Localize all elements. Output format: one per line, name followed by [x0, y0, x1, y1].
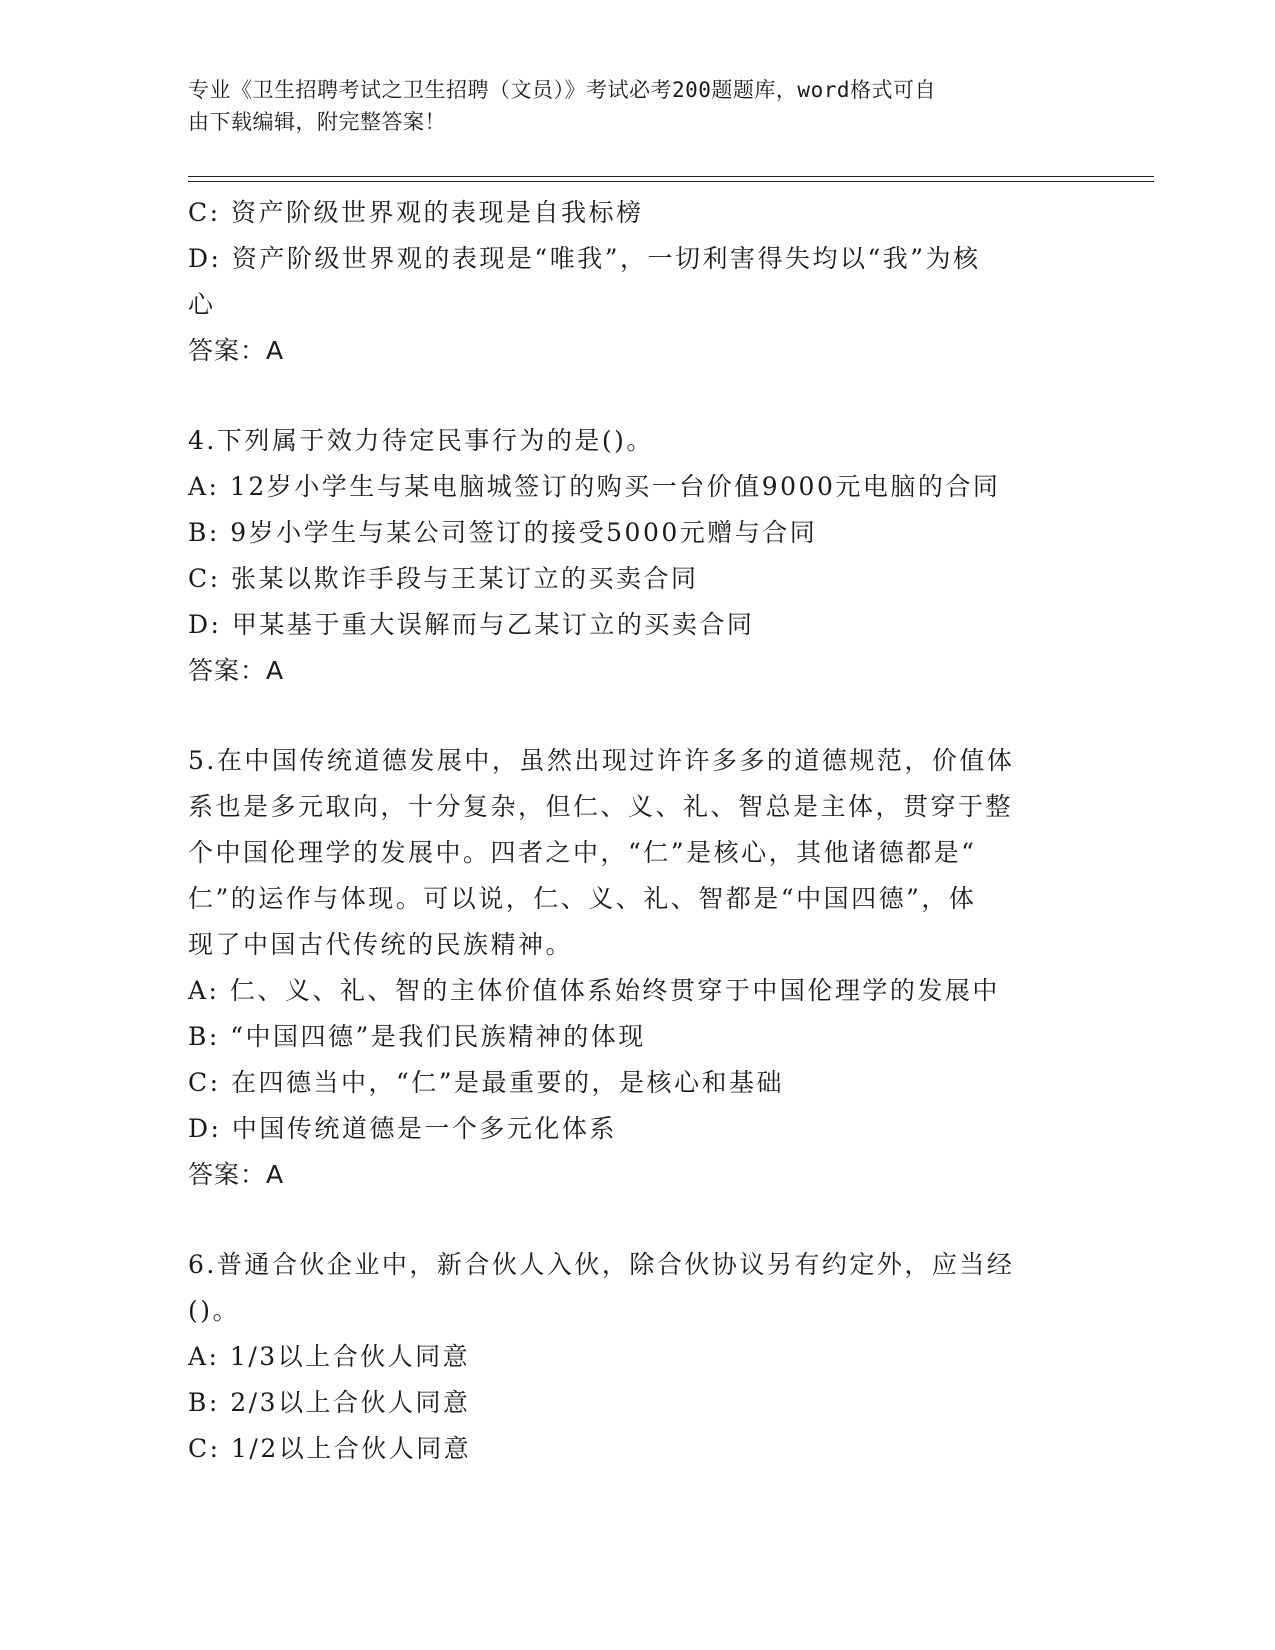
- spacer: [188, 1198, 1088, 1242]
- question-text-line-4: 仁”的运作与体现。可以说，仁、义、礼、智都是“中国四德”，体: [188, 884, 977, 913]
- option-a: A: 仁、义、礼、智的主体价值体系始终贯穿于中国伦理学的发展中: [188, 976, 1000, 1005]
- option-d: D: 甲某基于重大误解而与乙某订立的买卖合同: [188, 610, 755, 639]
- header-line-2: 由下载编辑，附完整答案！: [188, 110, 446, 134]
- question-text-line-3: 个中国伦理学的发展中。四者之中，“仁”是核心，其他诸德都是“: [188, 838, 977, 867]
- question-text-line-5: 现了中国古代传统的民族精神。: [188, 930, 574, 959]
- header-divider-top: [188, 176, 1154, 177]
- spacer: [188, 374, 1088, 418]
- question-text-line-1: 6.普通合伙企业中，新合伙人入伙，除合伙协议另有约定外，应当经: [188, 1250, 1015, 1279]
- option-c: C: 资产阶级世界观的表现是自我标榜: [188, 198, 644, 227]
- question-text-line-2: 系也是多元取向，十分复杂，但仁、义、礼、智总是主体，贯穿于整: [188, 792, 1014, 821]
- option-b: B: “中国四德”是我们民族精神的体现: [188, 1022, 646, 1051]
- option-d-continued: 心: [188, 290, 216, 319]
- option-d: D: 中国传统道德是一个多元化体系: [188, 1114, 617, 1143]
- spacer: [188, 694, 1088, 738]
- document-header: [188, 74, 1088, 138]
- question-text-line-1: 5.在中国传统道德发展中，虽然出现过许许多多的道德规范，价值体: [188, 746, 1015, 775]
- option-b: B: 2/3以上合伙人同意: [188, 1388, 471, 1417]
- answer: 答案：A: [188, 656, 285, 685]
- option-c: C: 1/2以上合伙人同意: [188, 1434, 472, 1463]
- option-b: B: 9岁小学生与某公司签订的接受5000元赠与合同: [188, 518, 818, 547]
- option-c: C: 在四德当中，“仁”是最重要的，是核心和基础: [188, 1068, 785, 1097]
- question-6: [188, 1242, 1088, 1472]
- answer: 答案：A: [188, 1160, 285, 1189]
- document-body: [188, 190, 1088, 1472]
- header-line-1: 专业《卫生招聘考试之卫生招聘（文员）》考试必考200题题库，word格式可自: [188, 78, 936, 102]
- answer: 答案：A: [188, 336, 285, 365]
- question-5: [188, 738, 1088, 1198]
- question-text-line-2: ()。: [188, 1296, 241, 1325]
- question-3-tail: [188, 190, 1088, 374]
- option-d: D: 资产阶级世界观的表现是“唯我”，一切利害得失均以“我”为核: [188, 244, 981, 273]
- question-text: 4.下列属于效力待定民事行为的是()。: [188, 426, 654, 455]
- option-a: A: 12岁小学生与某电脑城签订的购买一台价值9000元电脑的合同: [188, 472, 1001, 501]
- header-divider-bottom: [188, 181, 1154, 182]
- option-c: C: 张某以欺诈手段与王某订立的买卖合同: [188, 564, 699, 593]
- option-a: A: 1/3以上合伙人同意: [188, 1342, 471, 1371]
- question-4: [188, 418, 1088, 694]
